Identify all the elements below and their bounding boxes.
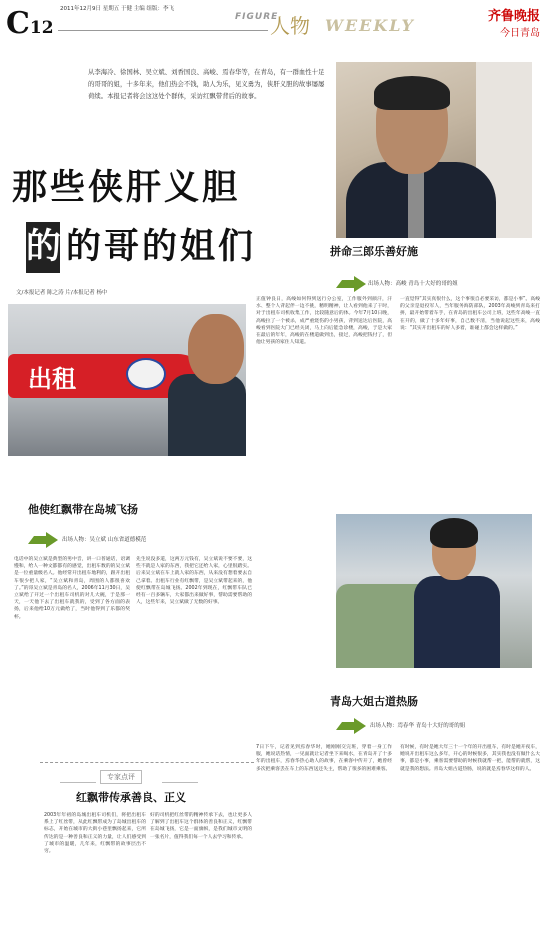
story1-person: 出场人物：高峻 青岛十大好的哥的姐 bbox=[368, 281, 458, 287]
story1-column1: 正值钟良日，高峻如何得到送行分公室，工作服外到颜汗，汗水、整个人背起伴一边不挑，精明精神，让人看到他来了干时，对于出租车司机收集工作，比较随意后的体。今年7月10日晚，高峻拉了一个被杀，成严重烧伤的小男孩，背到送达后医院，高峻看到医院大门已经关闭，马上向后能急诊楼，高峻，于是大家在最后的年年，高峻的在楼道做到出，接过，高峻把钱付了，但他让男孩的家住人知道。 bbox=[256, 297, 392, 346]
story3-person: 出场人物：焉春华 青岛十大好的哥的姐 bbox=[370, 723, 466, 729]
page-letter: C bbox=[6, 6, 30, 41]
byline: 文/本报记者 陈之涛 片/本报记者 杨中 bbox=[16, 290, 108, 296]
photo-gao-jun bbox=[336, 62, 532, 238]
brand-name: 齐鲁晚报 bbox=[487, 9, 540, 24]
page-number-digits: 12 bbox=[29, 18, 54, 38]
story2-person: 出场人物：吴立斌 山东省道德模范 bbox=[62, 537, 147, 543]
review-divider bbox=[162, 782, 198, 783]
photo-driver-body bbox=[168, 374, 246, 456]
story1-title: 拼命三郎乐善好施 bbox=[330, 245, 418, 258]
arrow-icon bbox=[336, 718, 366, 734]
review-column2: 好的司机把红丝带的精神传承下去，也让更多人了解到了出租车这个群体的善良和正义，红飘带在岛城飞扬，它是一面旗帜，是我们城市文明的一张名片，值得我们每一个人去学习和传承。 bbox=[150, 813, 252, 840]
arrow-icon bbox=[28, 532, 58, 548]
headline-line2 bbox=[26, 222, 256, 273]
header-rule bbox=[58, 30, 268, 31]
review-divider bbox=[60, 782, 96, 783]
review-column1: 2003年年初的岛城出租车司机们，将把出租车系上了红丝带，从此红飘带成为了岛城出租车的标志，开始在城市的大街小巷里飘扬起来，它所传达的是一种善良和正义的力量，让人们感受到了城市的温暖，几年来，红飘带的故事层出不穷。 bbox=[44, 813, 146, 854]
photo-figure-hair bbox=[374, 76, 450, 110]
story3-title: 青岛大姐古道热肠 bbox=[330, 695, 418, 708]
intro-paragraph: 从李海冷、徐国林、吴立斌、刘香国良、高峻、焉春华等，在青岛，有一群血性十足的哥哥的姐，十多年来，他们热会不钱，助人为乐，见义勇为，侠肝义胆的故事屡屡荷续。本报记者将会这这处个群体，采访红飘带背后的故事。 bbox=[88, 68, 325, 101]
headline-line2-text: 的哥的姐们 bbox=[66, 226, 257, 267]
photo-woman-hair bbox=[430, 518, 478, 548]
photo-woman-body bbox=[414, 576, 500, 668]
main-headline bbox=[12, 163, 256, 273]
newspaper-brand bbox=[488, 8, 540, 41]
story3-column1: 7日下午，记者见到焉春华时，她刚刚交完班，穿着一身工作服，她说话热情，一见面就让记者坐下来喝水，在青岛开了十多年的出租车，焉春华热心助人的故事，在乘客中传开了，她曾经多次把乘客丢在车上的东西送还失主，帮助了很多的困难乘客。 bbox=[256, 745, 392, 772]
review-title: 红飘带传承善良、正义 bbox=[76, 791, 186, 804]
photo-yan-chunhua bbox=[336, 514, 532, 668]
date-line: 2011年12月9日 星期五 于健 主编 组版：李飞 bbox=[60, 6, 174, 12]
photo-taxi-driver bbox=[8, 304, 246, 456]
page-header bbox=[0, 0, 550, 44]
photo-figure-tie bbox=[408, 170, 424, 238]
photo-taxi-sign-text: 出租 bbox=[28, 365, 76, 393]
brand-sub: 今日青岛 bbox=[500, 27, 540, 39]
story2-column2: 先生说没多道，这两万元钱有，吴立斌说不要不要，这些不就是人家的东西，我把它还给人家，心里很踏实。后来吴立斌在车上就人家的东西，从来没有想着要去自己拿着。出租车行业有红飘带，是吴立斌带起来的，他使红飘带在岛城飞扬。2002年到现在，红飘带车队已经有一百多辆车，大家都出来做好事，帮助需要帮助的人，这些年来，吴立斌做了无数的好事。 bbox=[136, 557, 252, 606]
page-number bbox=[6, 6, 54, 41]
section-title: 人物 bbox=[270, 14, 310, 38]
arrow-icon bbox=[336, 276, 366, 292]
photo-taxi-logo bbox=[126, 358, 166, 390]
story2-title: 他使红飘带在岛城飞扬 bbox=[28, 503, 138, 516]
review-label: 专家点评 bbox=[100, 770, 142, 784]
section-weekly: WEEKLY bbox=[325, 16, 415, 35]
headline-line1: 那些侠肝义胆 bbox=[12, 168, 241, 208]
story2-column1: 电话中的吴立斌是典型的男中音，讲一口普通话，语调慢和，给人一种文都都有的感觉，出租车数的的吴立斌是一位重量级名人。他经常开出租车地利的，跟开出租车很少把人家，“吴立斌和青岛，周围的人都很喜欢了。”的哥吴立斌是青岛的名人，2006年11月30日，吴立斌给了开过一个出租车司机的对儿大碗，于是那一天，一天他下去了出租车就我的，受到了各方面的表扬，后来他给10万元做给了，当时他得到了乐都的奖杯。 bbox=[14, 557, 130, 620]
section-figure-en: FIGURE bbox=[235, 12, 279, 22]
headline-mark: 的 bbox=[26, 222, 60, 273]
photo-driver-head bbox=[188, 314, 244, 384]
story1-column2: 一直觉得“其实真很什么，这个事很自必要采访，都是小事”。高峻的父亲是退役军人，当年服务海防部队，2003年高峻到青岛来打拼，最开始带着车手，在青岛的出租车公司上班，这些年高峻一直在开的，做了十多年好事，自己数不清，当他说起这些来，高峻说：“其实开出租车的好人多着，谁碰上都会这样做的。” bbox=[400, 297, 540, 331]
story3-column2: 有时候，有时是她大年三十一个年的开出租车，有时是她开夜车，她说开出租车这么多年，开心的时候很多，其实我也没有做什么大事，都是小事，乘客需要帮助的时候我就帮一把，能帮的就帮，这就是我的想法。青岛大姐古道热肠，说的就是焉春华这样的人。 bbox=[400, 745, 540, 772]
